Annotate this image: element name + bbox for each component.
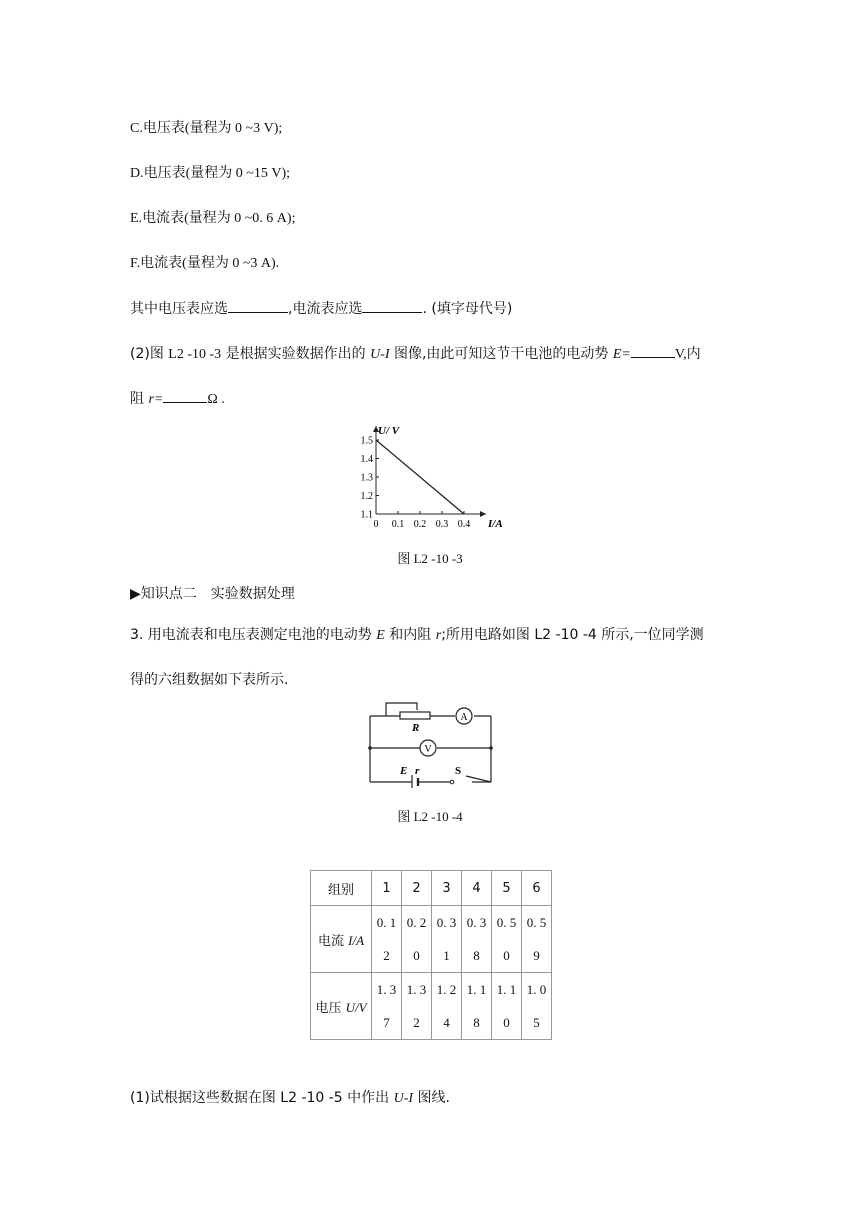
option-letter: C. (130, 121, 143, 136)
cell-part: 0. 1 (376, 915, 397, 930)
option-letter: F. (130, 256, 141, 271)
text-segment: (2)图 (130, 346, 169, 362)
option-range: (量程为 0 ~3 V); (184, 121, 283, 136)
cell-part: 8 (473, 1015, 480, 1030)
text-segment: ;所用电路如图 L2 -10 -4 所示,一位同学测 (441, 627, 704, 643)
cell-part: 1. 0 (526, 982, 547, 997)
option-name: 电流表 (142, 210, 185, 226)
rheostat-label: R (412, 722, 420, 734)
table-header-cell: 4 (462, 871, 492, 906)
table-row-current (311, 906, 552, 973)
answer-blank-resistance[interactable] (163, 388, 207, 403)
text-segment: 其中电压表应选 (130, 301, 228, 317)
option-range: (量程为 0 ~3 A). (182, 256, 280, 271)
answer-blank-ammeter[interactable] (362, 298, 422, 313)
cell-part: 2 (413, 1015, 420, 1030)
variable: E (376, 628, 385, 643)
data-line (376, 440, 464, 514)
y-tick-label: 1.1 (360, 509, 373, 521)
y-axis-label: U/ V (378, 425, 400, 437)
text-segment: 是根据实验数据作出的 (221, 346, 371, 362)
variable: I/A (348, 932, 365, 948)
text-segment: (1)试根据这些数据在图 L2 -10 -5 中作出 (130, 1090, 394, 1106)
voltmeter-label: V (424, 744, 432, 755)
question-2-line2 (130, 388, 225, 410)
circuit-diagram (360, 698, 500, 788)
cell-part: 1 (443, 948, 450, 963)
table-row-label (311, 906, 372, 973)
table-cell (432, 973, 462, 1040)
cell-part: 0. 3 (436, 915, 457, 930)
section-heading (130, 584, 295, 604)
cell-part: 0. 2 (406, 915, 427, 930)
table-cell (462, 906, 492, 973)
variable: r= (148, 392, 164, 407)
text-segment: Ω . (207, 392, 225, 407)
text-segment: 得的六组数据如下表所示. (130, 672, 289, 688)
x-tick-label: 0.4 (457, 519, 471, 530)
option-range: (量程为 0 ~15 V); (185, 166, 291, 181)
ammeter-label: A (460, 712, 468, 723)
option-name: 电压表 (142, 120, 185, 136)
cell-part: 0 (503, 1015, 510, 1030)
text-segment: ,电流表应选 (288, 301, 363, 317)
table-header-cell: 3 (432, 871, 462, 906)
table-cell (372, 973, 402, 1040)
text-segment: 图线. (413, 1090, 450, 1106)
cell-part: 0 (413, 948, 420, 963)
variable: U-I (393, 1091, 414, 1106)
answer-blank-voltmeter[interactable] (228, 298, 288, 313)
option-range: (量程为 0 ~0. 6 A); (184, 211, 296, 226)
section-marker-icon: ▶ (130, 586, 141, 602)
option-letter: E. (130, 211, 143, 226)
table-row-voltage (311, 973, 552, 1040)
rheostat-icon (400, 712, 430, 719)
cell-part: 8 (473, 948, 480, 963)
option-e (130, 208, 295, 229)
variable: E= (612, 347, 631, 362)
y-tick-label: 1.5 (360, 435, 373, 447)
cell-part: 2 (383, 948, 390, 963)
text-segment: 和内阻 (384, 627, 436, 643)
table-header-cell: 1 (372, 871, 402, 906)
table-header-cell: 5 (492, 871, 522, 906)
cell-part: 1. 3 (406, 982, 427, 997)
cell-part: 1. 2 (436, 982, 457, 997)
table-cell (402, 906, 432, 973)
option-c (130, 118, 282, 139)
variable: U/V (345, 999, 367, 1015)
x-tick-label: 0.3 (435, 519, 449, 530)
cell-part: 5 (533, 1015, 540, 1030)
answer-blank-emf[interactable] (631, 343, 675, 358)
option-f (130, 253, 279, 274)
question-3-1 (130, 1088, 450, 1109)
internal-resistance-label: r (415, 765, 420, 777)
figure-caption-l2-10-4: 图 L2 -10 -4 (397, 809, 463, 824)
cell-part: 0. 5 (526, 915, 547, 930)
table-header-cell: 组别 (311, 871, 372, 906)
x-tick-label: 0 (373, 519, 379, 530)
option-letter: D. (130, 166, 144, 181)
y-tick-label: 1.3 (360, 472, 373, 484)
table-cell (492, 973, 522, 1040)
x-axis-arrow-icon (480, 511, 486, 517)
text-segment: . (填字母代号) (422, 301, 513, 317)
table-cell (432, 906, 462, 973)
option-d (130, 163, 290, 184)
text-segment: 3. 用电流表和电压表测定电池的电动势 (130, 627, 377, 643)
question-select-meters (130, 298, 512, 319)
ui-graph (356, 420, 506, 535)
table-row-header (311, 871, 552, 906)
x-tick-label: 0.2 (413, 519, 427, 530)
x-axis-label: I/A (488, 518, 503, 530)
data-table (310, 870, 552, 1040)
cell-part: 0 (503, 948, 510, 963)
cell-part: 0. 3 (466, 915, 487, 930)
table-cell (402, 973, 432, 1040)
question-2-line1 (130, 343, 701, 365)
table-cell (372, 906, 402, 973)
y-tick-label: 1.4 (360, 454, 373, 465)
label-text: 电流 (317, 933, 349, 949)
cell-part: 1. 1 (466, 982, 487, 997)
option-name: 电流表 (140, 255, 183, 271)
label-text: 电压 (315, 1000, 346, 1016)
switch-icon (450, 780, 454, 784)
text-segment: V,内 (674, 347, 701, 362)
emf-label: E (400, 765, 408, 777)
variable: U-I (370, 347, 390, 362)
x-tick-label: 0.1 (391, 519, 405, 530)
figure-ref: L2 -10 -3 (168, 347, 222, 362)
text-segment: 阻 (130, 391, 149, 407)
table-header-cell: 6 (522, 871, 552, 906)
switch-label: S (455, 765, 462, 777)
table-row-label (311, 973, 372, 1040)
question-3-line2 (130, 670, 288, 690)
cell-part: 4 (443, 1015, 450, 1030)
table-cell (522, 906, 552, 973)
cell-part: 0. 5 (496, 915, 517, 930)
question-3-line1 (130, 625, 704, 646)
table-header-cell: 2 (402, 871, 432, 906)
figure-caption-l2-10-3: 图 L2 -10 -3 (397, 551, 463, 566)
cell-part: 1. 1 (496, 982, 517, 997)
cell-part: 1. 3 (376, 982, 397, 997)
cell-part: 7 (383, 1015, 390, 1030)
table-cell (462, 973, 492, 1040)
option-name: 电压表 (143, 165, 186, 181)
section-title: 知识点二 实验数据处理 (140, 586, 295, 602)
text-segment: 图像,由此可知这节干电池的电动势 (389, 346, 613, 362)
y-tick-label: 1.2 (360, 491, 373, 502)
table-cell (492, 906, 522, 973)
table-cell (522, 973, 552, 1040)
variable: r (435, 628, 442, 643)
cell-part: 9 (533, 948, 540, 963)
